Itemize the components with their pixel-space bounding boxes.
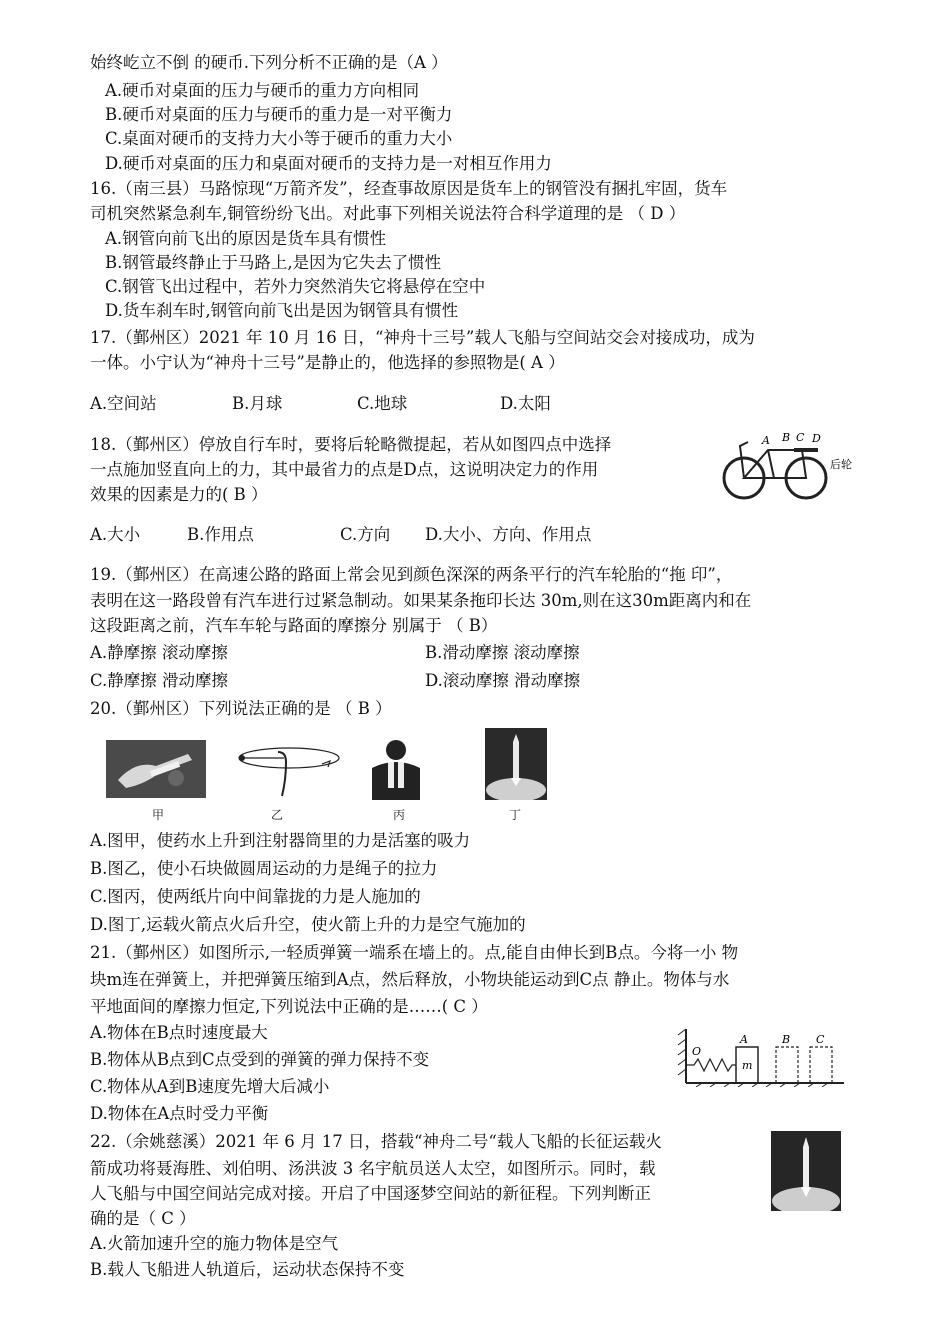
rear-wheel-label: 后轮 xyxy=(830,458,852,471)
rocket-launch-icon xyxy=(485,728,547,800)
caption-jia: 甲 xyxy=(152,808,165,822)
q16-stem-line2: 司机突然紧急刹车,铜管纷纷飞出。对此事下列相关说法符合科学道理的是 （ D ） xyxy=(90,204,686,223)
bicycle-figure xyxy=(722,428,862,504)
q22-option-a: A.火箭加速升空的施力物体是空气 xyxy=(90,1234,339,1253)
point-d-label: D xyxy=(812,432,821,445)
q16-option-a: A.钢管向前飞出的原因是货车具有惯性 xyxy=(105,229,387,248)
q17-stem-line1: 17.（鄞州区）2021 年 10 月 16 日，“神舟十三号”载人飞船与空间站交会对接成功，成为 xyxy=(90,328,755,347)
q16-option-d: D.货车刹车时,钢管向前飞出是因为钢管具有惯性 xyxy=(105,301,459,320)
q21-option-c: C.物体从A到B速度先增大后减小 xyxy=(90,1077,330,1096)
syringe-photo-icon xyxy=(106,740,206,798)
caption-ding: 丁 xyxy=(509,808,522,822)
figure-yi-circular-motion xyxy=(234,738,344,800)
q21-option-b: B.物体从B点到C点受到的弹簧的弹力保持不变 xyxy=(90,1050,430,1069)
q19-stem-line2: 表明在这一路段曾有汽车进行过紧急制动。如果某条拖印长达 30m,则在这30m距离内和在 xyxy=(90,591,752,610)
q17-option-d: D.太阳 xyxy=(500,394,551,413)
q22-stem-line4: 确的是（ C ） xyxy=(90,1209,196,1228)
point-o-label: O xyxy=(692,1045,702,1058)
point-c-label: C xyxy=(796,431,805,444)
q18-option-c: C.方向 xyxy=(340,525,391,544)
q20-option-c: C.图丙，使两纸片向中间靠拢的力是人施加的 xyxy=(90,887,421,906)
bicycle-icon xyxy=(722,428,862,504)
q19-option-b: B.滑动摩擦 滚动摩擦 xyxy=(425,643,580,662)
point-b-label: B xyxy=(782,431,791,444)
q18-option-b: B.作用点 xyxy=(187,525,254,544)
q17-option-a: A.空间站 xyxy=(90,394,157,413)
q22-option-b: B.载人飞船进人轨道后，运动状态保持不变 xyxy=(90,1260,405,1279)
q18-option-d: D.大小、方向、作用点 xyxy=(425,525,592,544)
rocket-launch-figure xyxy=(771,1131,841,1211)
q15-option-c: C.桌面对硬币的支持力大小等于硬币的重力大小 xyxy=(105,129,453,148)
q16-stem-line1: 16.（南三县）马路惊现“万箭齐发”，经查事故原因是货车上的钢管没有捆扎牢固，货车 xyxy=(90,179,728,198)
q15-option-a: A.硬币对桌面的压力与硬币的重力方向相同 xyxy=(105,81,420,100)
figure-ding-rocket xyxy=(485,728,547,800)
q21-stem-line3: 平地面间的摩擦力恒定,下列说法中正确的是……( C ） xyxy=(90,997,488,1016)
q20-option-d: D.图丁,运载火箭点火后升空，使火箭上升的力是空气施加的 xyxy=(90,915,526,934)
point-c-label: C xyxy=(816,1033,825,1046)
q21-option-a: A.物体在B点时速度最大 xyxy=(90,1023,268,1042)
q17-option-b: B.月球 xyxy=(232,394,283,413)
q21-stem-line1: 21.（鄞州区）如图所示,一轻质弹簧一端系在墙上的。点,能自由伸长到B点。今将一小 物 xyxy=(90,943,739,962)
q15-stem-cont: 始终屹立不倒 的硬币.下列分析不正确的是（A ） xyxy=(90,53,448,72)
q19-stem-line3: 这段距离之前，汽车车轮与路面的摩擦分 别属于 （ B） xyxy=(90,616,498,635)
q21-stem-line2: 块m连在弹簧上，并把弹簧压缩到A点，然后释放，小物块能运动到C点 静止。物体与水 xyxy=(90,970,730,989)
q20-stem: 20.（鄞州区）下列说法正确的是 （ B ） xyxy=(90,699,392,718)
q16-option-c: C.钢管飞出过程中，若外力突然消失它将悬停在空中 xyxy=(105,277,486,296)
point-b-label: B xyxy=(782,1033,791,1046)
q22-stem-line1: 22.（余姚慈溪）2021 年 6 月 17 日，搭载“神舟二号“载人飞船的长征运载火 xyxy=(90,1132,662,1151)
q21-option-d: D.物体在A点时受力平衡 xyxy=(90,1104,269,1123)
q19-option-c: C.静摩擦 滑动摩擦 xyxy=(90,671,229,690)
mass-label: m xyxy=(742,1059,753,1072)
point-a-label: A xyxy=(762,434,770,447)
q22-stem-line2: 箭成功将聂海胜、刘伯明、汤洪波 3 名宇航员送人太空，如图所示。同时，载 xyxy=(90,1159,656,1178)
figure-jia-syringe xyxy=(106,740,206,798)
q20-option-a: A.图甲，使药水上升到注射器筒里的力是活塞的吸力 xyxy=(90,831,471,850)
rocket-photo-icon xyxy=(771,1131,841,1211)
spring-diagram-icon xyxy=(676,1025,846,1087)
q15-option-d: D.硬币对桌面的压力和桌面对硬币的支持力是一对相互作用力 xyxy=(105,154,552,173)
figure-bing-paper xyxy=(366,738,426,800)
q17-stem-line2: 一体。小宁认为“神舟十三号”是静止的，他选择的参照物是( A ） xyxy=(90,353,565,372)
caption-bing: 丙 xyxy=(393,808,406,822)
person-paper-icon xyxy=(366,738,426,800)
point-a-label: A xyxy=(740,1033,748,1046)
q19-option-d: D.滚动摩擦 滑动摩擦 xyxy=(425,671,581,690)
q18-stem-line2: 一点施加竖直向上的力，其中最省力的点是D点，这说明决定力的作用 xyxy=(90,460,599,479)
q18-option-a: A.大小 xyxy=(90,525,141,544)
q19-option-a: A.静摩擦 滚动摩擦 xyxy=(90,643,228,662)
q19-stem-line1: 19.（鄞州区）在高速公路的路面上常会见到颜色深深的两条平行的汽车轮胎的“拖 印”， xyxy=(90,565,733,584)
stone-rope-icon xyxy=(234,738,344,800)
q20-option-b: B.图乙，使小石块做圆周运动的力是绳子的拉力 xyxy=(90,859,438,878)
q17-option-c: C.地球 xyxy=(357,394,408,413)
q18-stem-line3: 效果的因素是力的( B ） xyxy=(90,485,268,504)
q16-option-b: B.钢管最终静止于马路上,是因为它失去了惯性 xyxy=(105,253,442,272)
caption-yi: 乙 xyxy=(271,808,284,822)
q15-option-b: B.硬币对桌面的压力与硬币的重力是一对平衡力 xyxy=(105,105,453,124)
q22-stem-line3: 人飞船与中国空间站完成对接。开启了中国逐梦空间站的新征程。下列判断正 xyxy=(90,1184,651,1203)
spring-block-figure xyxy=(676,1025,846,1087)
q18-stem-line1: 18.（鄞州区）停放自行车时，要将后轮略微提起，若从如图四点中选择 xyxy=(90,435,612,454)
